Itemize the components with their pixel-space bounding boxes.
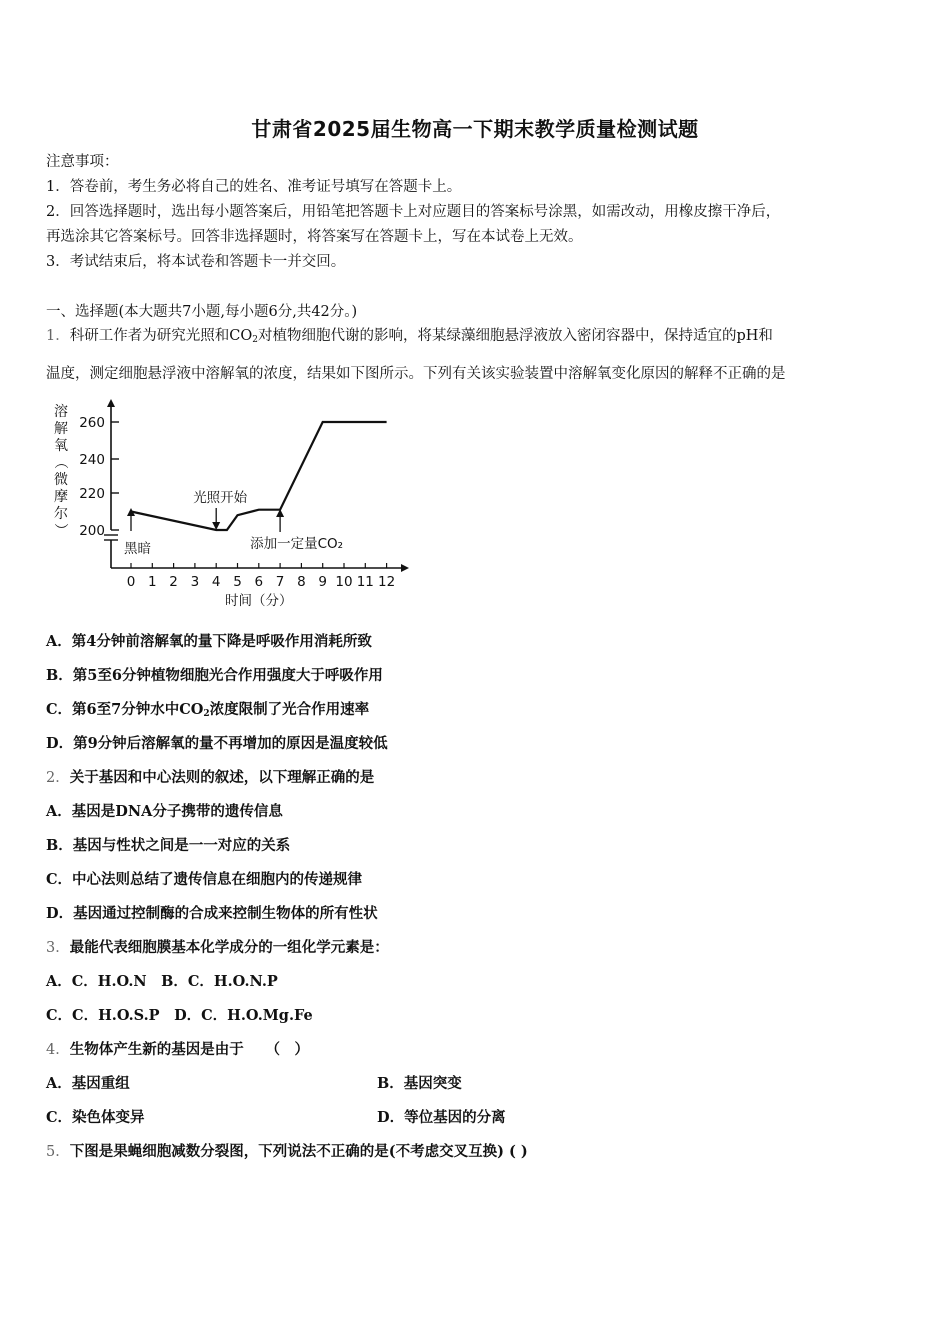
x-tick-label: 9 [318, 574, 327, 590]
x-tick-label: 1 [148, 574, 157, 590]
x-tick-label: 8 [297, 574, 306, 590]
x-axis-arrow [401, 564, 409, 572]
q3-stem [46, 938, 389, 958]
y-axis-label-char: 解 [54, 421, 68, 437]
chart-series [131, 422, 387, 530]
q1-option-c-b: 浓度限制了光合作用速率 [209, 701, 370, 718]
y-axis-label-char: 微 [54, 472, 68, 488]
q4-stem [46, 1040, 309, 1060]
y-axis-label-char: 氧 [54, 438, 68, 454]
q4-option-b[interactable]: B．基因突变 [377, 1075, 462, 1092]
y-axis-label-char: 摩 [54, 489, 68, 505]
q4-option-a[interactable]: A．基因重组 [46, 1075, 130, 1092]
q1-option-d[interactable]: D．第9分钟后溶解氧的量不再增加的原因是温度较低 [46, 735, 388, 752]
q1-stem [46, 326, 773, 350]
q2-option-a[interactable]: A．基因是DNA分子携带的遗传信息 [46, 803, 283, 820]
question-number: 1． [46, 328, 70, 344]
chart-axes [52, 399, 409, 572]
q1-option-a[interactable]: A．第4分钟前溶解氧的量下降是呼吸作用消耗所致 [46, 633, 372, 650]
q5-stem-text: 下图是果蝇细胞减数分裂图，下列说法不正确的是(不考虑交叉互换) ( ) [69, 1143, 528, 1160]
q2-option-d[interactable]: D．基因通过控制酶的合成来控制生物体的所有性状 [46, 905, 378, 922]
x-tick-label: 7 [275, 574, 285, 590]
x-tick-label: 11 [356, 574, 374, 590]
notice-item: 3．考试结束后，将本试卷和答题卡一并交回。 [46, 254, 346, 270]
x-tick-label: 0 [126, 574, 136, 590]
q3-options-row2[interactable]: C．C．H.O.S.P D．C．H.O.Mg.Fe [46, 1007, 313, 1024]
page-title: 甘肃省2025届生物高一下期末教学质量检测试题 [251, 117, 699, 141]
annotation-light-on: 光照开始 [193, 490, 248, 506]
notice-item: 1．答卷前，考生务必将自己的姓名、准考证号填写在答题卡上。 [46, 179, 462, 195]
y-axis-label-char: 溶 [54, 404, 68, 420]
q5-stem [46, 1142, 528, 1162]
q1-stem-line2: 温度，测定细胞悬浮液中溶解氧的浓度，结果如下图所示。下列有关该实验装置中溶解氧变化原因的解释不正确的是 [46, 366, 786, 382]
y-tick-label: 220 [79, 486, 105, 502]
question-number: 4． [46, 1042, 70, 1058]
question-number: 5． [46, 1144, 70, 1160]
series-line [131, 422, 387, 530]
q1-stem-b: 对植物细胞代谢的影响，将某绿藻细胞悬浮液放入密闭容器中，保持适宜的pH和 [257, 328, 773, 344]
q4-stem-text: 生物体产生新的基因是由于 （ ） [69, 1041, 309, 1058]
subscript: 2 [203, 709, 210, 719]
q1-option-b[interactable]: B．第5至6分钟植物细胞光合作用强度大于呼吸作用 [46, 667, 383, 684]
x-tick-label: 10 [335, 574, 353, 590]
q3-stem-text: 最能代表细胞膜基本化学成分的一组化学元素是： [69, 939, 389, 956]
q1-stem-a: 科研工作者为研究光照和CO [69, 328, 253, 344]
chart-annotations [124, 489, 343, 557]
y-axis-label-char: 尔 [54, 506, 68, 522]
notice-item: 2．回答选择题时，选出每小题答案后，用铅笔把答题卡上对应题目的答案标号涂黑，如需改动，用橡皮擦干净后， [46, 204, 781, 220]
q1-option-c-a: C．第6至7分钟水中CO [46, 701, 204, 718]
y-axis-arrow [107, 399, 115, 407]
y-axis-label-char: （ [52, 455, 68, 469]
dissolved-oxygen-chart [40, 398, 420, 616]
annotation-co2: 添加一定量CO₂ [250, 536, 344, 552]
q2-option-c[interactable]: C．中心法则总结了遗传信息在细胞内的传递规律 [46, 871, 363, 888]
x-tick-label: 12 [378, 574, 396, 590]
subscript: 2 [252, 335, 258, 345]
q1-option-c[interactable] [46, 700, 369, 724]
q4-option-d[interactable]: D．等位基因的分离 [377, 1109, 506, 1126]
x-tick-label: 3 [190, 574, 200, 590]
q3-options-row1[interactable]: A．C．H.O.N B．C．H.O.N.P [46, 973, 278, 990]
y-tick-label: 240 [79, 452, 105, 468]
notice-item: 再选涂其它答案标号。回答非选择题时，将答案写在答题卡上，写在本试卷上无效。 [46, 229, 583, 245]
q4-option-c[interactable]: C．染色体变异 [46, 1109, 145, 1126]
section-heading: 一、选择题(本大题共7小题,每小题6分,共42分。) [46, 304, 358, 320]
q2-option-b[interactable]: B．基因与性状之间是一一对应的关系 [46, 837, 291, 854]
q2-stem-text: 关于基因和中心法则的叙述，以下理解正确的是 [69, 769, 375, 786]
y-axis-label-char: ） [52, 523, 68, 537]
y-tick-label: 260 [79, 415, 105, 431]
x-tick-label: 6 [254, 574, 264, 590]
chart-ticks [79, 415, 395, 609]
x-tick-label: 4 [211, 574, 221, 590]
x-axis-label: 时间（分） [225, 593, 293, 609]
question-number: 2． [46, 770, 70, 786]
question-number: 3． [46, 940, 70, 956]
x-tick-label: 2 [169, 574, 178, 590]
y-tick-label: 200 [79, 523, 105, 539]
notice-heading: 注意事项： [46, 154, 119, 170]
x-tick-label: 5 [233, 574, 242, 590]
annotation-dark: 黑暗 [124, 541, 151, 557]
q2-stem [46, 768, 374, 788]
